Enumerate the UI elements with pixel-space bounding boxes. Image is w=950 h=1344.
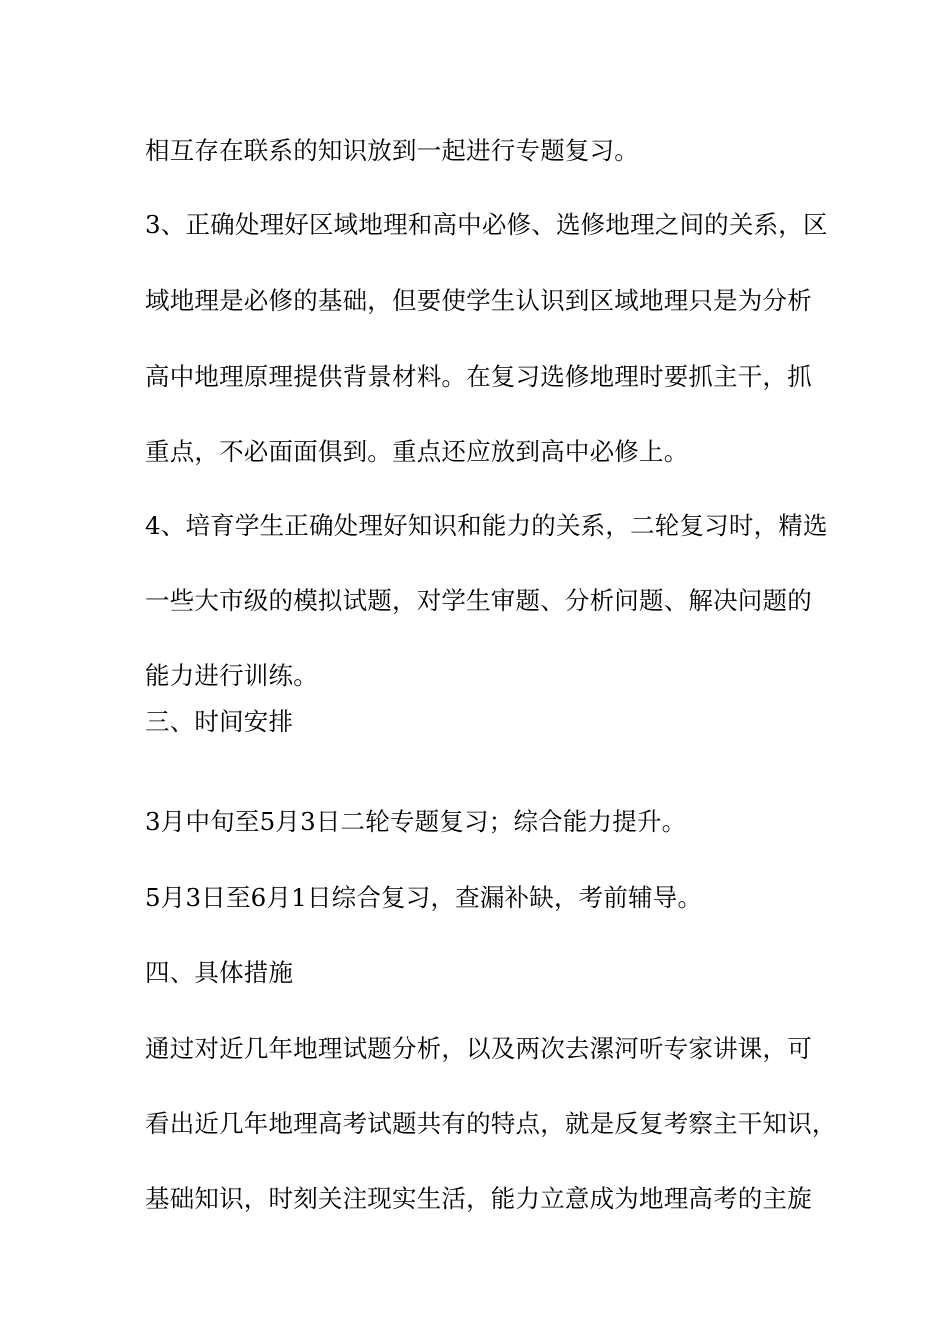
section-heading: 四、具体措施	[145, 958, 294, 987]
text-line: 重点，不必面面俱到。重点还应放到高中必修上。	[145, 437, 689, 466]
text-line: 基础知识，时刻关注现实生活，能力立意成为地理高考的主旋	[145, 1184, 812, 1213]
text-line: 能力进行训练。	[145, 661, 318, 690]
text-line: 4、培育学生正确处理好知识和能力的关系，二轮复习时，精选	[145, 511, 828, 540]
text-line: 5月3日至6月1日综合复习，查漏补缺，考前辅导。	[145, 883, 703, 912]
text-line: 高中地理原理提供背景材料。在复习选修地理时要抓主干，抓	[145, 362, 812, 391]
text-line: 相互存在联系的知识放到一起进行专题复习。	[145, 136, 639, 165]
text-line: 一些大市级的模拟试题，对学生审题、分析问题、解决问题的	[145, 586, 812, 615]
text-line: 域地理是必修的基础，但要使学生认识到区域地理只是为分析	[145, 286, 812, 315]
text-line: 3月中旬至5月3日二轮专题复习；综合能力提升。	[145, 807, 687, 836]
text-line: 3、正确处理好区域地理和高中必修、选修地理之间的关系，区	[145, 210, 828, 239]
section-heading: 三、时间安排	[145, 707, 294, 736]
text-line: 通过对近几年地理试题分析，以及两次去漯河听专家讲课，可	[145, 1034, 812, 1063]
text-line: 看出近几年地理高考试题共有的特点，就是反复考察主干知识，	[145, 1109, 837, 1138]
